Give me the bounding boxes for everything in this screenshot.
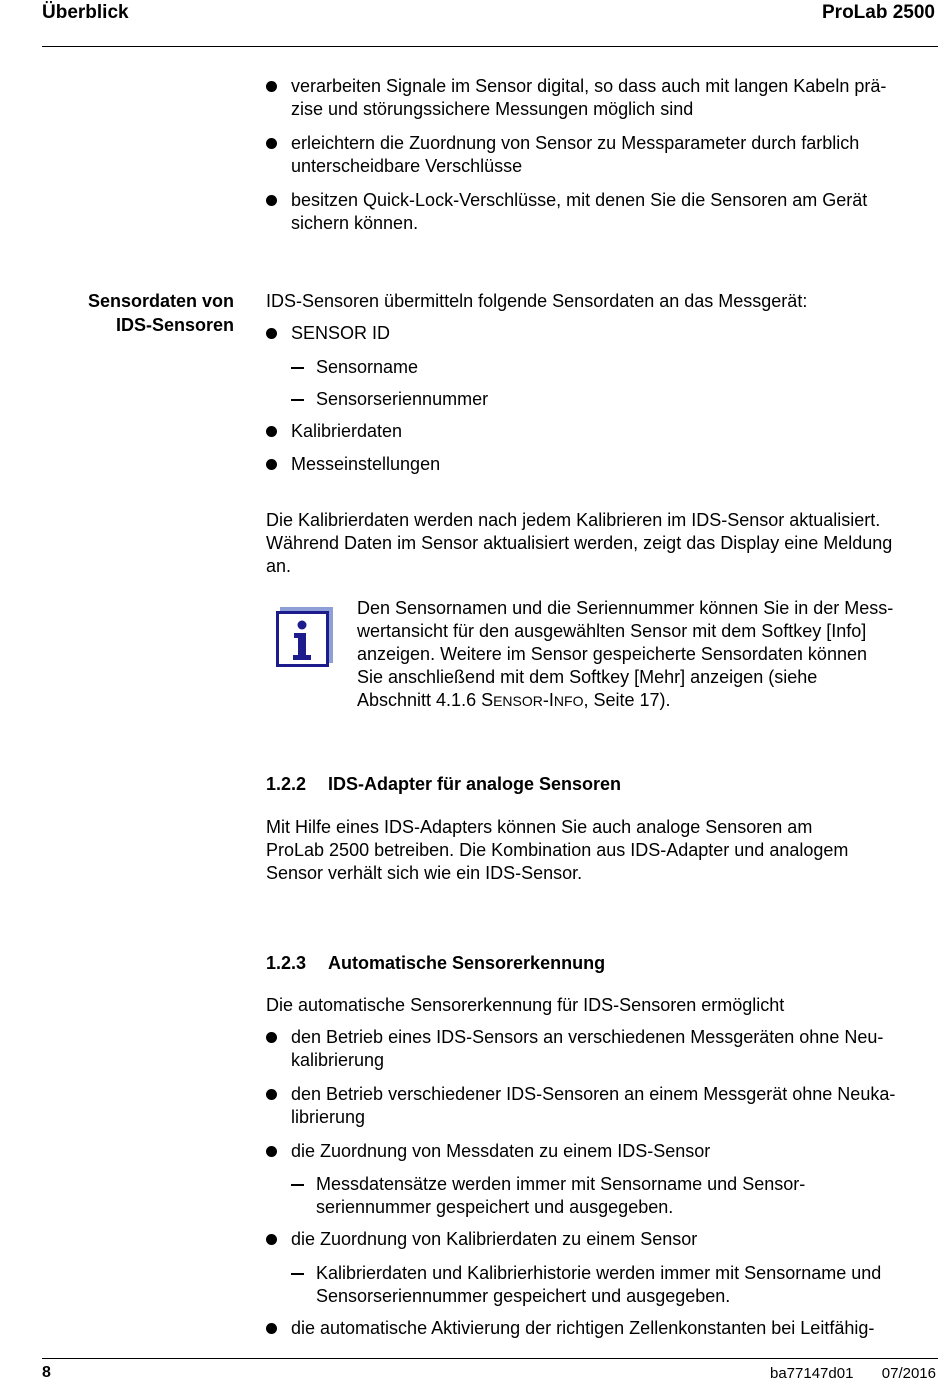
dash-mark xyxy=(291,399,304,401)
footer-date: 07/2016 xyxy=(881,1365,936,1382)
section-heading-123 xyxy=(266,953,605,974)
footer-doc-id: ba77147d01 xyxy=(770,1365,854,1382)
note-text: , Seite 17). xyxy=(583,690,671,710)
page-header-left: Überblick xyxy=(42,2,129,23)
dash-mark xyxy=(291,367,304,369)
bullet-dot xyxy=(266,1234,277,1245)
bullet-text: zise und störungssichere Messungen möglich sind xyxy=(291,99,694,119)
note-line: Den Sensornamen und die Seriennummer können Sie in der Mess- xyxy=(357,598,894,618)
bullet-dot xyxy=(266,1089,277,1100)
dash-mark xyxy=(291,1273,304,1275)
paragraph-line: ProLab 2500 betreiben. Die Kombination aus IDS-Adapter und analogem xyxy=(266,840,849,860)
bullet-text: sichern können. xyxy=(291,213,419,233)
bullet-text: librierung xyxy=(291,1107,366,1127)
note-text: - xyxy=(542,690,549,710)
sub-text: Sensorseriennummer xyxy=(316,389,489,409)
bullet-dot xyxy=(266,328,277,339)
bullet-dot xyxy=(266,426,277,437)
sensordaten-lead: IDS-Sensoren übermitteln folgende Sensordaten an das Messgerät: xyxy=(266,291,808,311)
section-number: 1.2.2 xyxy=(266,774,307,794)
small-caps-initial: S xyxy=(481,690,494,710)
bullet-dot xyxy=(266,459,277,470)
bullet-dot xyxy=(266,1032,277,1043)
bullet-text: SENSOR ID xyxy=(291,323,391,343)
paragraph-line: Mit Hilfe eines IDS-Adapters können Sie auch analoge Sensoren am xyxy=(266,817,813,837)
bullet-text: die Zuordnung von Messdaten zu einem IDS-Sensor xyxy=(291,1141,711,1161)
bullet-text: die automatische Aktivierung der richtigen Zellenkonstanten bei Leitfähig- xyxy=(291,1318,875,1338)
sub-text: Kalibrierdaten und Kalibrierhistorie werden immer mit Sensorname und xyxy=(316,1263,882,1283)
sub-text: Messdatensätze werden immer mit Sensorname und Sensor- xyxy=(316,1174,806,1194)
bullet-text: besitzen Quick-Lock-Verschlüsse, mit denen Sie die Sensoren am Gerät xyxy=(291,190,868,210)
paragraph-line: an. xyxy=(266,556,292,576)
bullet-dot xyxy=(266,81,277,92)
info-icon xyxy=(276,607,333,667)
note-line: Sie anschließend mit dem Softkey [Mehr] anzeigen (siehe xyxy=(357,667,818,687)
bullet-text: erleichtern die Zuordnung von Sensor zu Messparameter durch farblich xyxy=(291,133,860,153)
note-line: wertansicht für den ausgewählten Sensor mit dem Softkey [Info] xyxy=(357,621,867,641)
header-rule xyxy=(42,46,938,47)
bullet-text: Messeinstellungen xyxy=(291,454,441,474)
section-122-paragraph xyxy=(266,816,938,885)
bullet-text: den Betrieb verschiedener IDS-Sensoren an einem Messgerät ohne Neuka- xyxy=(291,1084,896,1104)
sub-text: seriennummer gespeichert und ausgegeben. xyxy=(316,1197,674,1217)
dash-mark xyxy=(291,1184,304,1186)
sub-text: Sensorname xyxy=(316,357,419,377)
sub-text: Sensorseriennummer gespeichert und ausgegeben. xyxy=(316,1286,731,1306)
note-text: Abschnitt 4.1.6 xyxy=(357,690,482,710)
paragraph-line: Die Kalibrierdaten werden nach jedem Kalibrieren im IDS-Sensor aktualisiert. xyxy=(266,510,881,530)
section-heading-122 xyxy=(266,774,621,795)
paragraph-line: Während Daten im Sensor aktualisiert werden, zeigt das Display eine Meldung xyxy=(266,533,893,553)
bullet-text: den Betrieb eines IDS-Sensors an verschiedenen Messgeräten ohne Neu- xyxy=(291,1027,884,1047)
bullet-text: unterscheidbare Verschlüsse xyxy=(291,156,523,176)
footer-rule xyxy=(42,1358,938,1359)
section-number: 1.2.3 xyxy=(266,953,307,973)
bullet-dot xyxy=(266,1323,277,1334)
footer-page-number: 8 xyxy=(42,1364,51,1381)
bullet-text: Kalibrierdaten xyxy=(291,421,403,441)
note-line: anzeigen. Weitere im Sensor gespeicherte Sensordaten können xyxy=(357,644,867,664)
side-label-line: Sensordaten von xyxy=(87,291,234,311)
bullet-dot xyxy=(266,1146,277,1157)
info-note-text xyxy=(357,597,937,713)
small-caps-rest: ENSOR xyxy=(493,693,543,709)
sensordaten-paragraph xyxy=(266,509,938,578)
section-title: IDS-Adapter für analoge Sensoren xyxy=(328,774,622,794)
page-header-right: ProLab 2500 xyxy=(822,2,935,23)
bullet-text: kalibrierung xyxy=(291,1050,385,1070)
bullet-dot xyxy=(266,195,277,206)
small-caps-rest: NFO xyxy=(553,693,584,709)
note-line xyxy=(357,689,937,713)
section-title: Automatische Sensorerkennung xyxy=(328,953,606,973)
bullet-dot xyxy=(266,138,277,149)
side-label-line: IDS-Sensoren xyxy=(115,315,234,335)
side-label-sensordaten xyxy=(34,289,234,337)
small-caps-initial: I xyxy=(548,690,554,710)
section-123-lead: Die automatische Sensorerkennung für IDS-Sensoren ermöglicht xyxy=(266,995,785,1015)
paragraph-line: Sensor verhält sich wie ein IDS-Sensor. xyxy=(266,863,583,883)
bullet-text: die Zuordnung von Kalibrierdaten zu einem Sensor xyxy=(291,1229,698,1249)
bullet-text: verarbeiten Signale im Sensor digital, so dass auch mit langen Kabeln prä- xyxy=(291,76,887,96)
